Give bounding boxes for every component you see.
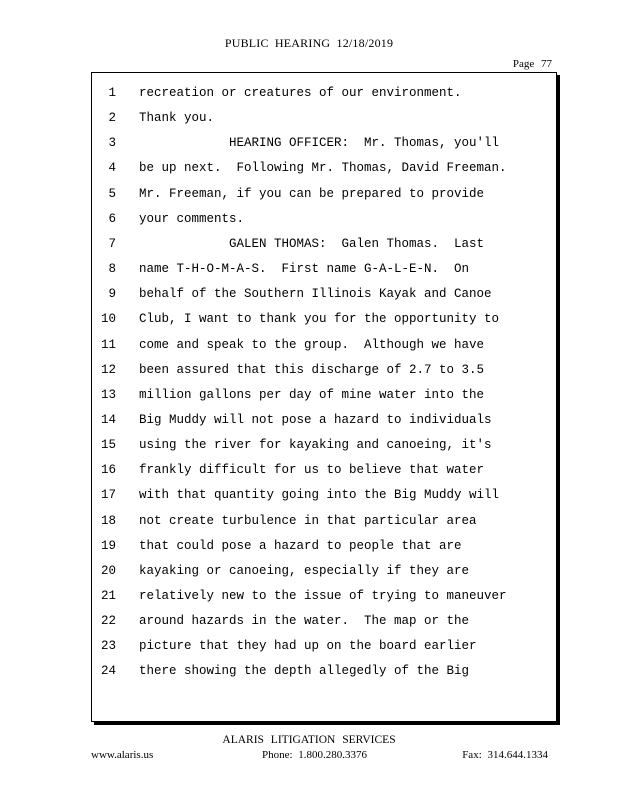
line-text: frankly difficult for us to believe that water [139, 463, 485, 478]
line-number: 10 [100, 312, 116, 327]
line-number: 4 [108, 161, 116, 176]
line-number: 23 [100, 639, 116, 654]
line-number: 20 [100, 563, 116, 578]
line-text: not create turbulence in that particular area [139, 513, 477, 528]
line-text: Big Muddy will not pose a hazard to individuals [139, 412, 492, 427]
line-text: been assured that this discharge of 2.7 to 3.5 [139, 362, 485, 377]
line-text: your comments. [139, 211, 245, 226]
line-text: picture that they had up on the board earlier [139, 639, 477, 654]
line-text: relatively new to the issue of trying to maneuver [139, 589, 507, 603]
line-text: Mr. Freeman, if you can be prepared to provide [139, 186, 485, 201]
line-text: GALEN THOMAS: Galen Thomas. Last [139, 236, 485, 251]
line-number: 19 [100, 538, 116, 553]
line-number: 18 [100, 513, 116, 528]
line-number: 3 [108, 136, 116, 151]
line-number: 21 [100, 589, 116, 603]
transcript-box [91, 72, 557, 722]
line-number: 17 [100, 488, 116, 503]
line-text: name T-H-O-M-A-S. First name G-A-L-E-N. On [139, 262, 470, 277]
line-text: be up next. Following Mr. Thomas, David Freeman. [139, 161, 507, 176]
line-text: with that quantity going into the Big Muddy will [139, 488, 500, 503]
line-text: recreation or creatures of our environment. [139, 86, 462, 100]
line-text: kayaking or canoeing, especially if they are [139, 563, 470, 578]
footer-website[interactable]: www.alaris.us [91, 749, 154, 761]
line-text: Thank you. [139, 111, 215, 126]
line-number: 12 [100, 362, 116, 377]
line-text: million gallons per day of mine water into the [139, 387, 485, 402]
line-number: 2 [108, 111, 116, 126]
line-number: 16 [100, 463, 116, 478]
line-text: there showing the depth allegedly of the Big [139, 664, 470, 679]
line-number: 13 [100, 387, 116, 402]
line-text: using the river for kayaking and canoeing, it's [139, 438, 492, 453]
line-number: 1 [108, 86, 116, 100]
line-number: 14 [100, 412, 116, 427]
line-number: 5 [108, 186, 116, 201]
line-text: HEARING OFFICER: Mr. Thomas, you'll [139, 136, 500, 151]
line-number: 15 [100, 438, 116, 453]
line-text: that could pose a hazard to people that are [139, 538, 462, 553]
line-text: around hazards in the water. The map or the [139, 614, 470, 629]
line-number: 6 [108, 211, 116, 226]
page-header-title: PUBLIC HEARING 12/18/2019 [224, 36, 394, 50]
line-number: 8 [108, 262, 116, 277]
line-text: come and speak to the group. Although we have [139, 337, 485, 352]
footer-company-name: ALARIS LITIGATION SERVICES [222, 734, 396, 746]
line-text: Club, I want to thank you for the opportunity to [139, 312, 500, 327]
line-number: 9 [108, 287, 116, 302]
footer-phone: Phone: 1.800.280.3376 [262, 749, 368, 761]
page-number: Page 77 [512, 58, 552, 70]
line-number: 11 [100, 337, 116, 352]
line-number: 22 [100, 614, 116, 629]
line-number: 7 [108, 236, 116, 251]
footer-fax: Fax: 314.644.1334 [462, 749, 548, 761]
line-text: behalf of the Southern Illinois Kayak and Canoe [139, 287, 492, 302]
line-number: 24 [100, 664, 116, 679]
